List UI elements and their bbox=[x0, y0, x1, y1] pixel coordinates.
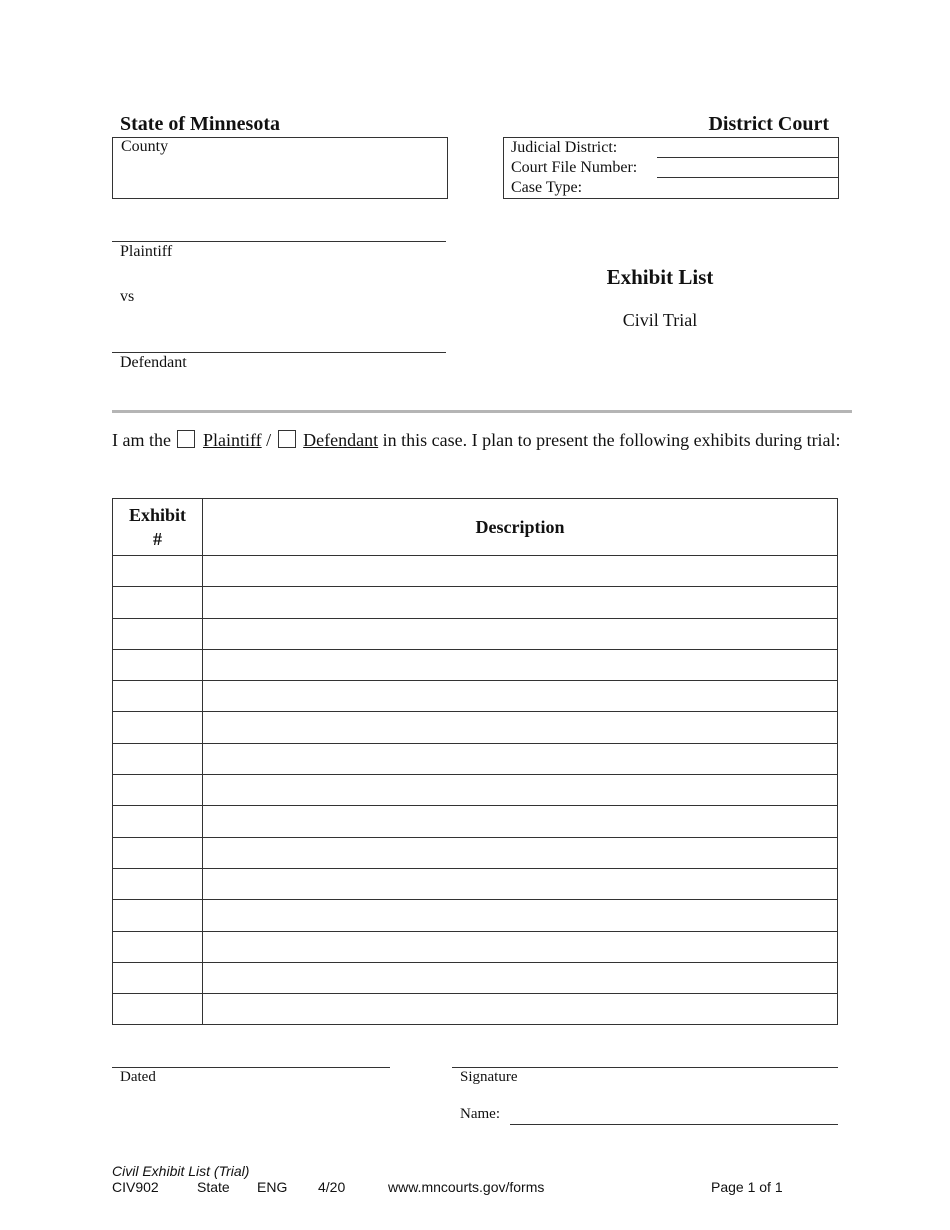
exhibit-number-cell[interactable] bbox=[113, 649, 203, 680]
description-cell[interactable] bbox=[203, 587, 838, 618]
exhibit-number-cell[interactable] bbox=[113, 837, 203, 868]
name-line[interactable] bbox=[510, 1124, 838, 1125]
exhibit-number-cell[interactable] bbox=[113, 900, 203, 931]
description-cell[interactable] bbox=[203, 900, 838, 931]
signature-label: Signature bbox=[460, 1069, 518, 1085]
exhibit-number-cell[interactable] bbox=[113, 587, 203, 618]
exhibit-number-cell[interactable] bbox=[113, 806, 203, 837]
exhibit-number-cell[interactable] bbox=[113, 994, 203, 1025]
description-cell[interactable] bbox=[203, 681, 838, 712]
description-cell[interactable] bbox=[203, 868, 838, 899]
table-row bbox=[113, 931, 838, 962]
exhibit-number-cell[interactable] bbox=[113, 618, 203, 649]
defendant-checkbox[interactable] bbox=[278, 430, 296, 448]
court-info-box bbox=[503, 137, 839, 199]
plaintiff-option-label: Plaintiff bbox=[202, 430, 262, 450]
statement-suffix: in this case. I plan to present the following exhibits during trial: bbox=[382, 430, 841, 450]
exhibit-number-cell[interactable] bbox=[113, 681, 203, 712]
section-divider bbox=[112, 410, 852, 413]
exhibit-number-cell[interactable] bbox=[113, 868, 203, 899]
exhibit-number-cell[interactable] bbox=[113, 556, 203, 587]
defendant-label: Defendant bbox=[120, 354, 187, 371]
exhibit-table bbox=[112, 498, 838, 1025]
table-row bbox=[113, 806, 838, 837]
name-label: Name: bbox=[460, 1106, 500, 1122]
description-cell[interactable] bbox=[203, 649, 838, 680]
table-row bbox=[113, 743, 838, 774]
form-subtitle: Civil Trial bbox=[622, 310, 698, 330]
court-heading: District Court bbox=[708, 113, 829, 135]
defendant-line[interactable] bbox=[112, 352, 446, 353]
defendant-option-label: Defendant bbox=[303, 430, 379, 450]
vs-label: vs bbox=[120, 288, 135, 305]
description-cell[interactable] bbox=[203, 837, 838, 868]
judicial-district-row bbox=[504, 138, 838, 158]
judicial-district-label: Judicial District: bbox=[511, 139, 618, 156]
footer-form-code: CIV902 bbox=[112, 1179, 159, 1195]
form-title: Exhibit List bbox=[606, 265, 714, 289]
case-type-label: Case Type: bbox=[511, 179, 583, 196]
footer-jurisdiction: State bbox=[197, 1179, 230, 1195]
exhibit-number-cell[interactable] bbox=[113, 775, 203, 806]
description-cell[interactable] bbox=[203, 618, 838, 649]
table-row bbox=[113, 775, 838, 806]
table-row bbox=[113, 962, 838, 993]
footer-language: ENG bbox=[257, 1179, 288, 1195]
table-row bbox=[113, 681, 838, 712]
dated-line[interactable] bbox=[112, 1067, 390, 1068]
county-label: County bbox=[121, 138, 169, 155]
table-row bbox=[113, 900, 838, 931]
county-box[interactable] bbox=[112, 137, 448, 199]
exhibit-number-header: Exhibit # bbox=[113, 499, 203, 556]
exhibit-number-cell[interactable] bbox=[113, 962, 203, 993]
footer-form-name: Civil Exhibit List (Trial) bbox=[112, 1163, 250, 1179]
table-header-row bbox=[113, 499, 838, 556]
table-row bbox=[113, 868, 838, 899]
footer-url[interactable]: www.mncourts.gov/forms bbox=[388, 1179, 545, 1195]
description-cell[interactable] bbox=[203, 712, 838, 743]
party-statement bbox=[112, 428, 842, 452]
description-cell[interactable] bbox=[203, 931, 838, 962]
table-row bbox=[113, 556, 838, 587]
plaintiff-line[interactable] bbox=[112, 241, 446, 242]
description-cell[interactable] bbox=[203, 994, 838, 1025]
description-cell[interactable] bbox=[203, 743, 838, 774]
table-row bbox=[113, 837, 838, 868]
plaintiff-checkbox[interactable] bbox=[177, 430, 195, 448]
description-cell[interactable] bbox=[203, 806, 838, 837]
court-file-number-row bbox=[504, 158, 838, 178]
footer-page-number: Page 1 of 1 bbox=[711, 1179, 783, 1195]
dated-label: Dated bbox=[120, 1069, 156, 1085]
plaintiff-label: Plaintiff bbox=[120, 243, 173, 260]
description-cell[interactable] bbox=[203, 556, 838, 587]
table-row bbox=[113, 618, 838, 649]
case-type-row bbox=[504, 178, 838, 198]
option-separator: / bbox=[266, 430, 272, 450]
footer-revision: 4/20 bbox=[318, 1179, 346, 1195]
exhibit-number-cell[interactable] bbox=[113, 931, 203, 962]
description-header: Description bbox=[203, 499, 838, 556]
table-row bbox=[113, 994, 838, 1025]
exhibit-number-cell[interactable] bbox=[113, 743, 203, 774]
signature-line[interactable] bbox=[452, 1067, 838, 1068]
court-file-number-label: Court File Number: bbox=[511, 159, 638, 176]
description-cell[interactable] bbox=[203, 962, 838, 993]
description-cell[interactable] bbox=[203, 775, 838, 806]
state-heading: State of Minnesota bbox=[120, 113, 280, 135]
table-row bbox=[113, 587, 838, 618]
table-row bbox=[113, 712, 838, 743]
exhibit-number-cell[interactable] bbox=[113, 712, 203, 743]
table-row bbox=[113, 649, 838, 680]
statement-prefix: I am the bbox=[112, 430, 171, 450]
